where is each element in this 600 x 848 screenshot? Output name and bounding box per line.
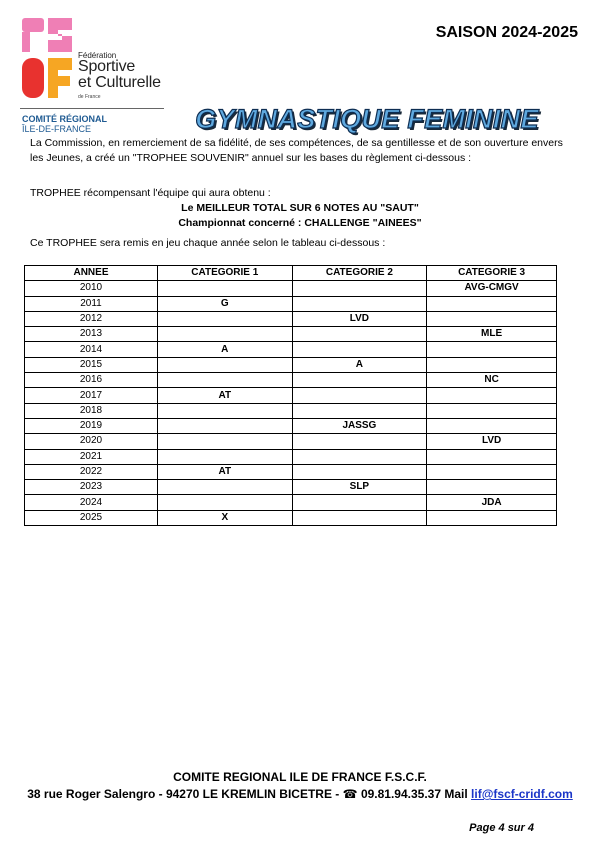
year-cell: 2025 <box>25 510 158 525</box>
category-1-cell <box>158 311 293 326</box>
year-cell: 2016 <box>25 373 158 388</box>
year-cell: 2017 <box>25 388 158 403</box>
year-cell: 2018 <box>25 403 158 418</box>
footer-address: 38 rue Roger Salengro - 94270 LE KREMLIN BICETRE - <box>27 787 343 801</box>
category-3-cell <box>427 403 557 418</box>
category-2-cell <box>292 510 427 525</box>
category-3-cell: JDA <box>427 495 557 510</box>
category-2-cell <box>292 281 427 296</box>
year-cell: 2023 <box>25 480 158 495</box>
category-2-cell: A <box>292 357 427 372</box>
trophy-description: TROPHEE récompensant l'équipe qui aura obtenu : <box>30 187 271 199</box>
org-name <box>78 59 161 91</box>
category-1-cell <box>158 403 293 418</box>
table-row <box>25 327 557 342</box>
table-row <box>25 403 557 418</box>
category-3-cell <box>427 510 557 525</box>
category-3-cell <box>427 464 557 479</box>
season-label: SAISON 2024-2025 <box>435 24 578 41</box>
footer-email-link[interactable]: lif@fscf-cridf.com <box>471 787 573 801</box>
header-category-3: CATEGORIE 3 <box>427 266 557 281</box>
header-category-2: CATEGORIE 2 <box>292 266 427 281</box>
category-3-cell <box>427 388 557 403</box>
category-1-cell: AT <box>158 388 293 403</box>
category-3-cell: MLE <box>427 327 557 342</box>
category-2-cell <box>292 464 427 479</box>
regional-committee-region: ÎLE-DE-FRANCE <box>22 124 92 134</box>
year-cell: 2021 <box>25 449 158 464</box>
year-cell: 2012 <box>25 311 158 326</box>
best-total-line: Le MEILLEUR TOTAL SUR 6 NOTES AU "SAUT" <box>181 202 419 214</box>
category-2-cell <box>292 449 427 464</box>
table-row <box>25 311 557 326</box>
category-2-cell <box>292 342 427 357</box>
footer-phone: 09.81.94.35.37 <box>360 787 442 801</box>
page-number: Page 4 sur 4 <box>469 822 534 834</box>
category-2-cell <box>292 388 427 403</box>
category-2-cell <box>292 403 427 418</box>
year-cell: 2014 <box>25 342 158 357</box>
category-3-cell: LVD <box>427 434 557 449</box>
category-1-cell <box>158 495 293 510</box>
footer-committee: COMITE REGIONAL ILE DE FRANCE F.S.C.F. <box>173 770 427 784</box>
table-row <box>25 480 557 495</box>
footer-mail-label: Mail <box>444 787 468 801</box>
regional-committee-label: COMITÉ RÉGIONAL <box>22 114 107 124</box>
category-1-cell <box>158 449 293 464</box>
category-2-cell <box>292 373 427 388</box>
category-3-cell <box>427 357 557 372</box>
category-1-cell <box>158 281 293 296</box>
header-year: ANNEE <box>25 266 158 281</box>
year-cell: 2013 <box>25 327 158 342</box>
table-row <box>25 510 557 525</box>
year-cell: 2015 <box>25 357 158 372</box>
category-2-cell <box>292 434 427 449</box>
year-cell: 2020 <box>25 434 158 449</box>
category-1-cell: A <box>158 342 293 357</box>
table-header-row <box>25 266 557 281</box>
org-name-tiny: de France <box>78 94 101 100</box>
year-cell: 2022 <box>25 464 158 479</box>
category-1-cell <box>158 434 293 449</box>
org-name-line2: et Culturelle <box>78 74 161 91</box>
year-cell: 2024 <box>25 495 158 510</box>
footer-contact <box>0 787 600 801</box>
championship-line: Championnat concerné : CHALLENGE "AINEES" <box>178 217 422 229</box>
category-2-cell: JASSG <box>292 418 427 433</box>
table-row <box>25 388 557 403</box>
category-3-cell: NC <box>427 373 557 388</box>
header-category-1: CATEGORIE 1 <box>158 266 293 281</box>
category-3-cell <box>427 342 557 357</box>
category-2-cell: SLP <box>292 480 427 495</box>
category-1-cell <box>158 327 293 342</box>
org-name-small: Fédération <box>78 51 117 60</box>
category-1-cell: G <box>158 296 293 311</box>
category-1-cell <box>158 373 293 388</box>
category-3-cell <box>427 296 557 311</box>
category-2-cell <box>292 296 427 311</box>
category-3-cell: AVG-CMGV <box>427 281 557 296</box>
table-row <box>25 418 557 433</box>
table-row <box>25 342 557 357</box>
table-row <box>25 357 557 372</box>
category-2-cell: LVD <box>292 311 427 326</box>
table-row <box>25 434 557 449</box>
trophy-table <box>24 265 557 526</box>
table-row <box>25 464 557 479</box>
category-2-cell <box>292 327 427 342</box>
category-1-cell: AT <box>158 464 293 479</box>
table-row <box>25 449 557 464</box>
category-3-cell <box>427 311 557 326</box>
table-row <box>25 495 557 510</box>
table-row <box>25 373 557 388</box>
category-1-cell <box>158 357 293 372</box>
category-1-cell: X <box>158 510 293 525</box>
category-1-cell <box>158 480 293 495</box>
year-cell: 2019 <box>25 418 158 433</box>
table-row <box>25 281 557 296</box>
category-1-cell <box>158 418 293 433</box>
year-cell: 2011 <box>25 296 158 311</box>
sport-title: GYMNASTIQUE FEMININE <box>195 104 539 134</box>
category-2-cell <box>292 495 427 510</box>
table-intro: Ce TROPHEE sera remis en jeu chaque année selon le tableau ci-dessous : <box>30 237 386 249</box>
category-3-cell <box>427 480 557 495</box>
category-3-cell <box>427 418 557 433</box>
logo-divider <box>20 108 164 109</box>
year-cell: 2010 <box>25 281 158 296</box>
table-row <box>25 296 557 311</box>
intro-paragraph: La Commission, en remerciement de sa fidélité, de ses compétences, de sa gentillesse et de son ouverture envers les Jeunes, a créé un "TROPHEE SOUVENIR" annuel sur les bases du règlement ci-dessous : <box>30 137 563 164</box>
org-name-line1: Sportive <box>78 58 136 75</box>
telephone-icon: ☎ <box>342 787 358 801</box>
category-3-cell <box>427 449 557 464</box>
